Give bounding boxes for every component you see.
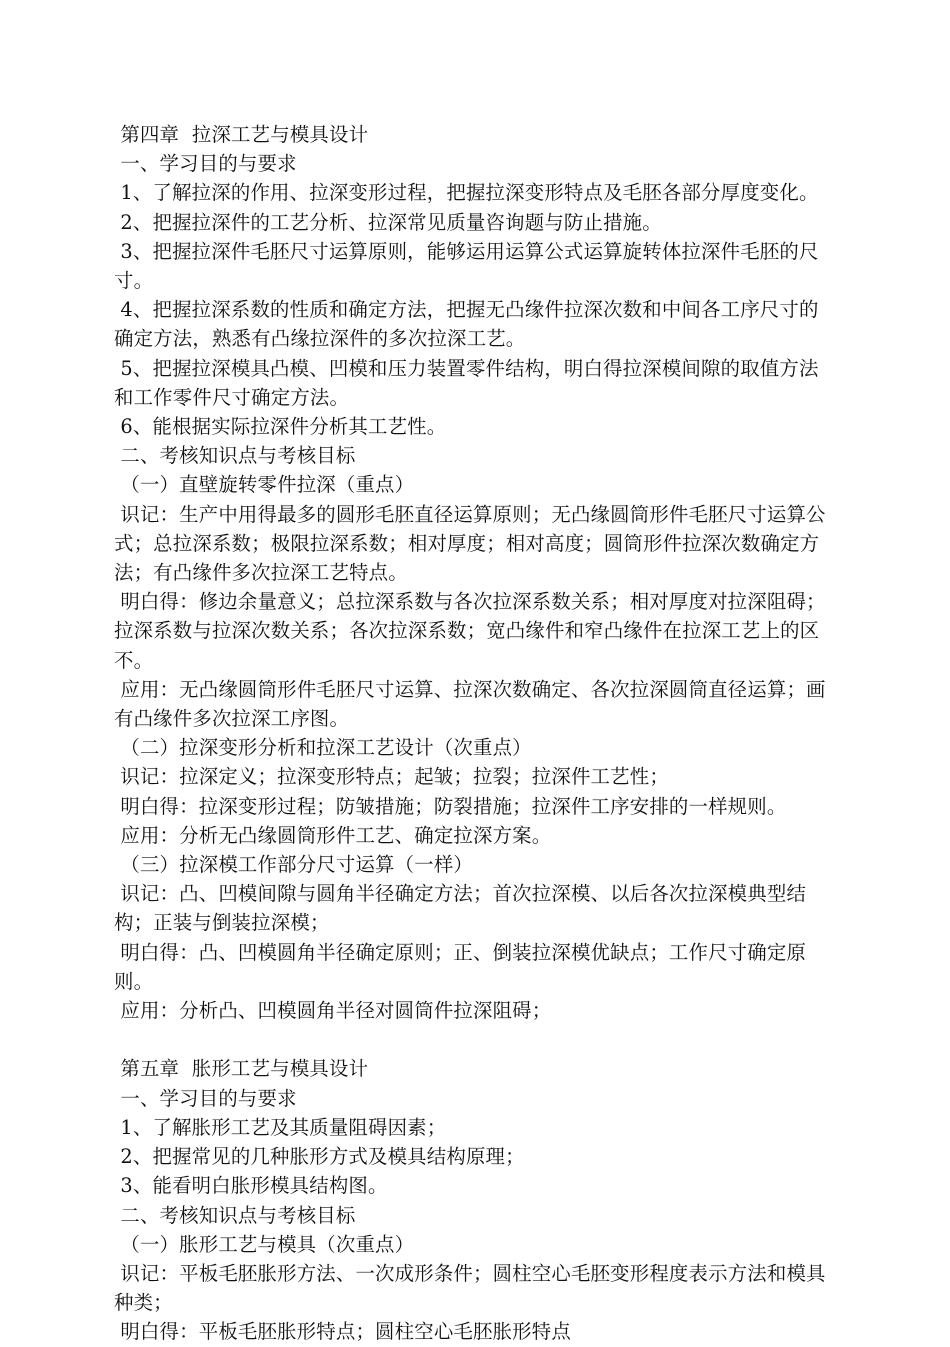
paragraph: 明白得：平板毛胚胀形特点；圆柱空心毛胚胀形特点: [114, 1320, 571, 1344]
subsection-heading: （三）拉深模工作部分尺寸运算（一样）: [114, 853, 474, 877]
chapter4-title: 第四章 拉深工艺与模具设计: [114, 123, 369, 146]
paragraph: 识记：凸、凹模间隙与圆角半径确定方法；首次拉深模、以后各次拉深模典型结构；正装与倒装拉深模；: [114, 882, 807, 935]
paragraph: 3、能看明白胀形模具结构图。: [114, 1174, 388, 1198]
paragraph: 明白得：拉深变形过程；防皱措施；防裂措施；拉深件工序安排的一样规则。: [114, 794, 787, 818]
paragraph: 识记：生产中用得最多的圆形毛胚直径运算原则；无凸缘圆筒形件毛胚尺寸运算公式；总拉深系数；极限拉深系数；相对厚度；相对高度；圆筒形件拉深次数确定方法；有凸缘件多次拉深工艺特点。: [114, 502, 826, 585]
paragraph: 识记：平板毛胚胀形方法、一次成形条件；圆柱空心毛胚变形程度表示方法和模具种类；: [114, 1261, 826, 1315]
blank-line: [114, 1025, 836, 1054]
chapter5-title: 第五章 胀形工艺与模具设计: [114, 1057, 369, 1081]
section-heading: 二、考核知识点与考核目标: [114, 1203, 356, 1227]
paragraph: 应用：分析凸、凹模圆角半径对圆筒件拉深阻碍；: [114, 999, 552, 1023]
section-heading: 二、考核知识点与考核目标: [114, 444, 356, 468]
subsection-heading: （二）拉深变形分析和拉深工艺设计（次重点）: [114, 736, 532, 760]
section-heading: 一、学习目的与要求: [114, 152, 297, 176]
paragraph: 明白得：修边余量意义；总拉深系数与各次拉深系数关系；相对厚度对拉深阻碍；拉深系数与拉深次数关系；各次拉深系数；宽凸缘件和窄凸缘件在拉深工艺上的区不。: [114, 590, 826, 672]
paragraph: 1、了解胀形工艺及其质量阻碍因素；: [114, 1115, 447, 1139]
paragraph: 1、了解拉深的作用、拉深变形过程，把握拉深变形特点及毛胚各部分厚度变化。: [114, 181, 819, 205]
document-body: [114, 120, 836, 1347]
paragraph: 4、把握拉深系数的性质和确定方法，把握无凸缘件拉深次数和中间各工序尺寸的确定方法，熟悉有凸缘拉深件的多次拉深工艺。: [114, 298, 819, 351]
paragraph: 2、把握常见的几种胀形方式及模具结构原理；: [114, 1145, 525, 1169]
paragraph: 5、把握拉深模具凸模、凹模和压力装置零件结构，明白得拉深模间隙的取值方法和工作零件尺寸确定方法。: [114, 356, 819, 409]
paragraph: 明白得：凸、凹模圆角半径确定原则；正、倒装拉深模优缺点；工作尺寸确定原则。: [114, 940, 807, 993]
paragraph: 识记：拉深定义；拉深变形特点；起皱；拉裂；拉深件工艺性；: [114, 765, 669, 789]
paragraph: 应用：无凸缘圆筒形件毛胚尺寸运算、拉深次数确定、各次拉深圆筒直径运算；画有凸缘件多次拉深工序图。: [114, 677, 826, 731]
subsection-heading: （一）胀形工艺与模具（次重点）: [114, 1232, 415, 1256]
paragraph: 3、把握拉深件毛胚尺寸运算原则，能够运用运算公式运算旋转体拉深件毛胚的尺寸。: [114, 239, 819, 293]
paragraph: 6、能根据实际拉深件分析其工艺性。: [114, 415, 447, 439]
section-heading: 一、学习目的与要求: [114, 1086, 297, 1110]
paragraph: 应用：分析无凸缘圆筒形件工艺、确定拉深方案。: [114, 823, 552, 847]
paragraph: 2、把握拉深件的工艺分析、拉深常见质量咨询题与防止措施。: [114, 210, 662, 234]
subsection-heading: （一）直壁旋转零件拉深（重点）: [114, 473, 415, 497]
